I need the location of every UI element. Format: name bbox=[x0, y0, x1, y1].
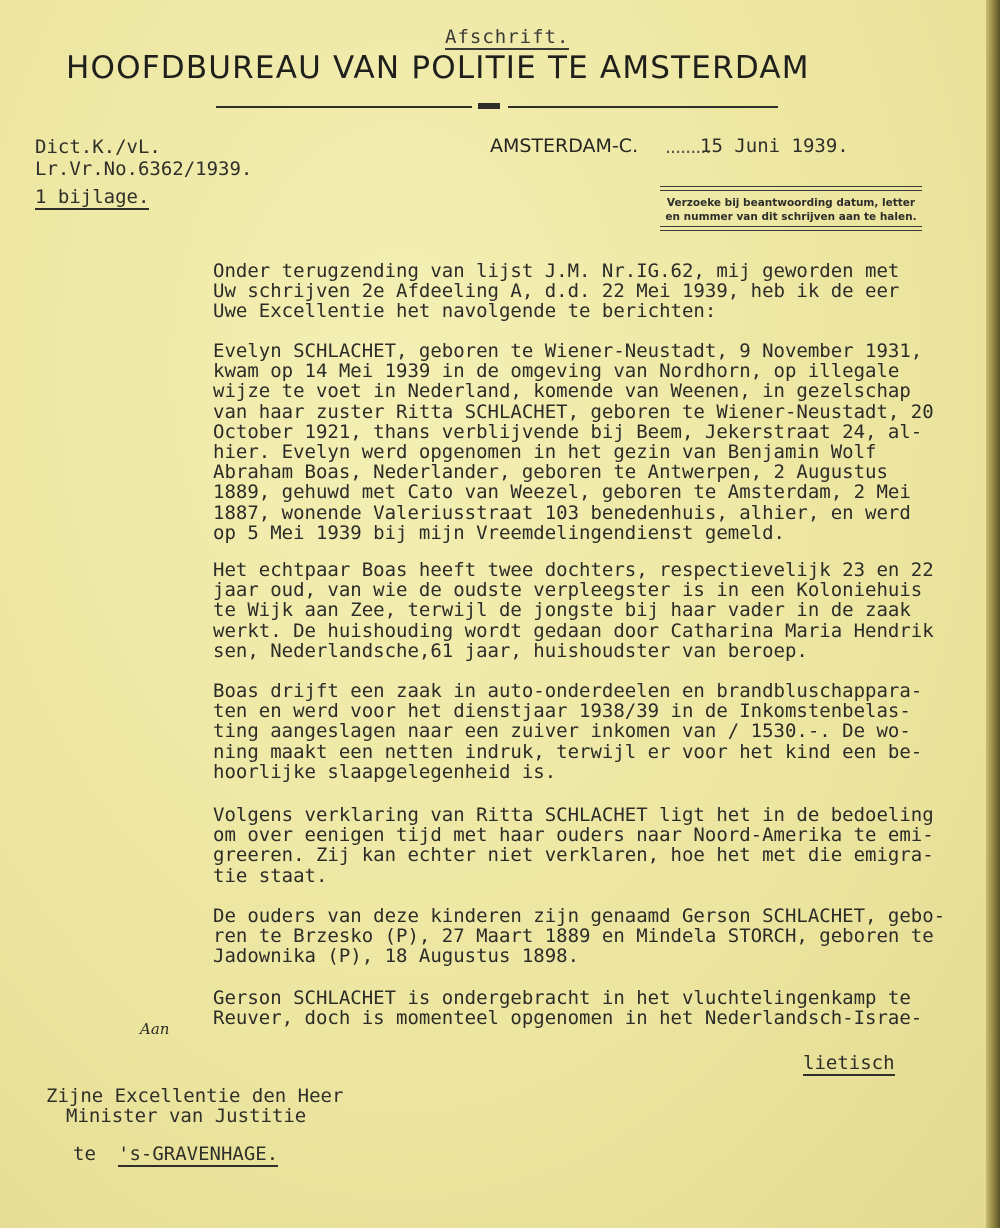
date-dots: ......... bbox=[665, 136, 711, 158]
addressee-label: Aan bbox=[140, 1020, 170, 1038]
addressee-place: 's-GRAVENHAGE. bbox=[118, 1143, 279, 1165]
addressee-line-1: Zijne Excellentie den Heer bbox=[46, 1085, 344, 1107]
letterhead-title: HOOFDBUREAU VAN POLITIE TE AMSTERDAM bbox=[66, 50, 810, 86]
page-edge bbox=[986, 0, 1000, 1228]
letterhead-rule-ornament bbox=[478, 103, 500, 109]
letter-date: 15 Juni 1939. bbox=[700, 135, 849, 157]
body-paragraph: Boas drijft een zaak in auto-onderdeelen en brandbluschappara- ten en werd voor het dienstjaar 1938/39 in de Inkomstenbelas- ting aangeslagen naar een zuiver inkomen van / 1530.-. De wo- ning maakt een netten indruk, terwijl er voor het kind een be- hoorlijke slaapgelegenheid is. bbox=[213, 680, 923, 783]
letterhead-rule-left bbox=[216, 106, 472, 108]
body-paragraph: Volgens verklaring van Ritta SCHLACHET ligt het in de bedoeling om over eenigen tijd met haar ouders naar Noord-Amerika te emi- greeren. Zij kan echter niet verklaren, hoe het met die emigra- tie staat. bbox=[213, 804, 934, 887]
body-paragraph: Gerson SCHLACHET is ondergebracht in het vluchtelingenkamp te Reuver, doch is momenteel opgenomen in het Nederlandsch-Israe- bbox=[213, 987, 923, 1030]
attachment-note: 1 bijlage. bbox=[35, 186, 150, 208]
reference-number: Lr.Vr.No.6362/1939. bbox=[35, 158, 253, 180]
copy-mark: Afschrift. bbox=[445, 26, 570, 48]
city-label: AMSTERDAM-C. bbox=[490, 135, 639, 157]
addressee-te: te bbox=[73, 1143, 96, 1165]
letterhead-rule-right bbox=[508, 106, 778, 108]
reply-instruction-text: Verzoeke bij beantwoording datum, letter en nummer van dit schrijven aan te halen. bbox=[665, 197, 917, 223]
body-paragraph: Onder terugzending van lijst J.M. Nr.IG.62, mij geworden met Uw schrijven 2e Afdeeling A, d.d. 22 Mei 1939, heb ik de eer Uwe Excellentie het navolgende te berichten: bbox=[213, 260, 900, 323]
dictation-code: Dict.K./vL. bbox=[35, 136, 161, 158]
reply-instruction-box bbox=[660, 186, 922, 234]
body-paragraph: Evelyn SCHLACHET, geboren te Wiener-Neustadt, 9 November 1931, kwam op 14 Mei 1939 in de omgeving van Nordhorn, op illegale wijze te voet in Nederland, komende van Weenen, in gezelschap van haar zuster Ritta SCHLACHET, geboren te Wiener-Neustadt, 20 October 1921, thans verblijvende bij Beem, Jekerstraat 24, al- hier. Evelyn werd opgenomen in het gezin van Benjamin Wolf Abraham Boas, Nederlander, geboren te Antwerpen, 2 Augustus 1889, gehuwd met Cato van Weezel, geboren te Amsterdam, 2 Mei 1887, wonende Valeriusstraat 103 benedenhuis, alhier, en werd op 5 Mei 1939 bij mijn Vreemdelingendienst gemeld. bbox=[213, 340, 934, 544]
body-paragraph: Het echtpaar Boas heeft twee dochters, respectievelijk 23 en 22 jaar oud, van wie de oudste verpleegster is in een Koloniehuis te Wijk aan Zee, terwijl de jongste bij haar vader in de zaak werkt. De huishouding wordt gedaan door Catharina Maria Hendrik sen, Nederlandsche,61 jaar, huishoudster van beroep. bbox=[213, 559, 934, 662]
addressee-line-2: Minister van Justitie bbox=[66, 1105, 307, 1127]
body-paragraph: De ouders van deze kinderen zijn genaamd Gerson SCHLACHET, gebo- ren te Brzesko (P), 27 Maart 1889 en Mindela STORCH, geboren te Jadownika (P), 18 Augustus 1898. bbox=[213, 905, 946, 968]
continuation-word: lietisch bbox=[803, 1052, 895, 1074]
